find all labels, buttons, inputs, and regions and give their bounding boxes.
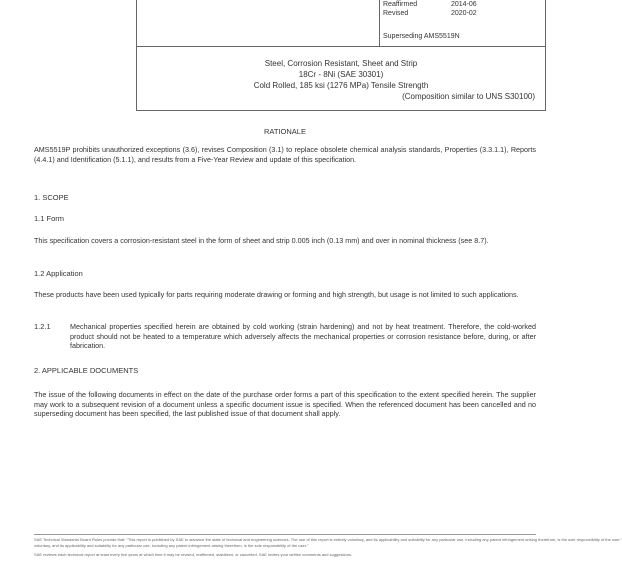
scope-heading: 1. SCOPE: [34, 193, 69, 202]
revised-label: Revised: [383, 10, 409, 17]
reaffirmed-date: 2014-06: [451, 1, 477, 8]
form-text: This specification covers a corrosion-resistant steel in the form of sheet and strip 0.005 inch (0.13 mm) and over in nominal thickness (see 8.7).: [34, 236, 489, 245]
header-divider: [379, 0, 380, 46]
footer-line-1: SAE Technical Standards Board Rules provide that: "This report is published by SAE to advance the state of technical and engineering sciences. The use of this report is entirely voluntary, and its applicability and suitability for any particular use, including any patent infringement arising therefrom, is the sole responsibility of the user.": [34, 537, 622, 542]
footer-line-3: SAE reviews each technical report at least every five years at which time it may be revised, reaffirmed, stabilized, or cancelled. SAE invites your written comments and suggestions.: [34, 552, 353, 557]
footer-rule: [34, 534, 536, 535]
applicable-documents-heading: 2. APPLICABLE DOCUMENTS: [34, 366, 139, 375]
rationale-heading: RATIONALE: [264, 127, 306, 136]
footer-line-2: voluntary, and its applicability and suitability for any particular use, including any patent infringement arising therefrom, is the sole responsibility of the user.": [34, 543, 309, 548]
applicable-documents-text: The issue of the following documents in effect on the date of the purchase order forms a part of this specification to the extent specified herein. The supplier may work to a subsequent revision of a document unless a specific document issue is specified. When the referenced document has been cancelled and no superseding document has been specified, the last published issue of that document shall apply.: [34, 390, 536, 419]
title-line-3: Cold Rolled, 185 ksi (1276 MPa) Tensile Strength: [253, 81, 429, 90]
header-box: [136, 0, 546, 47]
title-box: [136, 46, 546, 111]
rationale-text: AMS5519P prohibits unauthorized exceptions (3.6), revises Composition (3.1) to replace obsolete chemical analysis standards, Properties (3.3.1.1), Reports (4.4.1) and Identification (5.1.1), and results from a Five-Year Review and update of this specification.: [34, 145, 536, 164]
superseding-note: Superseding AMS5519N: [383, 33, 460, 40]
title-line-1: Steel, Corrosion Resistant, Sheet and Strip: [264, 59, 418, 68]
title-line-2: 18Cr - 8Ni (SAE 30301): [298, 70, 384, 79]
item-number: 1.2.1: [34, 322, 51, 331]
title-line-4: (Composition similar to UNS S30100): [402, 92, 535, 101]
form-heading: 1.1 Form: [34, 214, 65, 223]
revised-date: 2020-02: [451, 10, 477, 17]
application-text: These products have been used typically for parts requiring moderate drawing or forming and high strength, but usage is not limited to such applications.: [34, 290, 519, 299]
application-heading: 1.2 Application: [34, 269, 83, 278]
reaffirmed-label: Reaffirmed: [383, 1, 418, 8]
item-text: Mechanical properties specified herein are obtained by cold working (strain hardening) and not by heat treatment. Therefore, the cold-worked product should not be heated to a temperature which adversely affects the mechanical properties or corrosion resistance before, during, or after fabrication.: [70, 322, 536, 351]
